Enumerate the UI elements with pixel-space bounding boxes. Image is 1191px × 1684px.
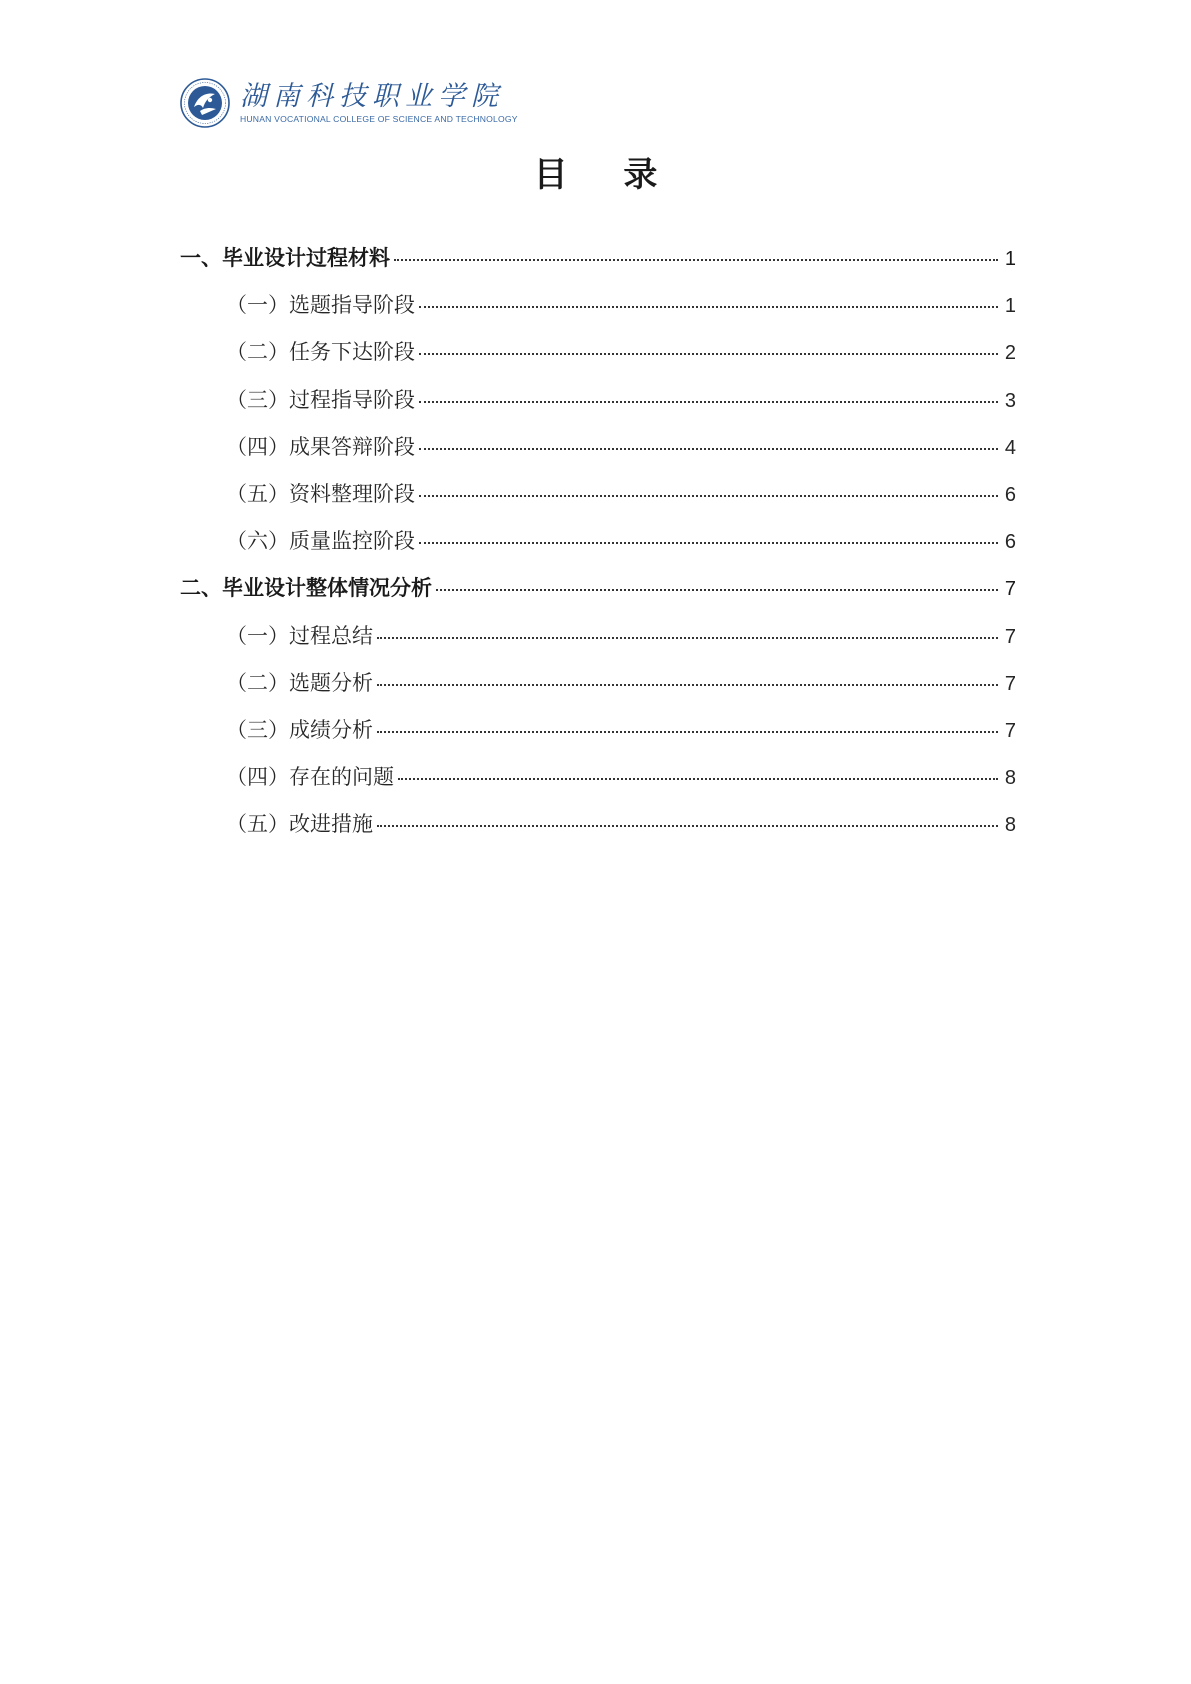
toc-entry[interactable]: [180, 572, 1016, 619]
college-name-en: HUNAN VOCATIONAL COLLEGE OF SCIENCE AND TECHNOLOGY: [240, 113, 518, 124]
college-name-cn: 湖南科技职业学院: [240, 80, 504, 112]
toc-entry-title: （五）改进措施: [226, 812, 373, 837]
toc-entry[interactable]: [180, 808, 1016, 855]
college-name: [240, 82, 518, 125]
toc-dot-leader: [377, 731, 998, 733]
toc-entry-title: （三）过程指导阶段: [226, 387, 415, 412]
toc-entry-page-number: 2: [1004, 342, 1016, 365]
toc-entry[interactable]: [180, 620, 1016, 667]
toc-dot-leader: [419, 306, 998, 308]
toc-dot-leader: [419, 542, 998, 544]
toc-entry[interactable]: [180, 384, 1016, 431]
toc-entry-title: （四）存在的问题: [226, 765, 394, 790]
toc-entry-title: （三）成绩分析: [226, 717, 373, 742]
toc-entry-page-number: 7: [1004, 625, 1016, 648]
toc-entry-title: （一）过程总结: [226, 623, 373, 648]
toc-entry-title: （四）成果答辩阶段: [226, 434, 415, 459]
toc-dot-leader: [419, 495, 998, 497]
toc-entry-page-number: 6: [1004, 531, 1016, 554]
toc-entry[interactable]: [180, 478, 1016, 525]
toc-entry[interactable]: [180, 714, 1016, 761]
college-emblem-icon: [180, 78, 230, 128]
toc-entry-title: 一、毕业设计过程材料: [180, 246, 390, 270]
toc-entry-page-number: 1: [1004, 248, 1016, 270]
toc-entry-title: （二）选题分析: [226, 670, 373, 695]
toc-entry-title: （一）选题指导阶段: [226, 293, 415, 318]
toc-dot-leader: [419, 401, 998, 403]
toc-entry-title: （二）任务下达阶段: [226, 340, 415, 365]
toc-entry[interactable]: [180, 289, 1016, 336]
toc-entry-page-number: 7: [1004, 719, 1016, 742]
toc-entry-title: （五）资料整理阶段: [226, 481, 415, 506]
toc-entry-page-number: 8: [1004, 767, 1016, 790]
toc-entry-page-number: 8: [1004, 814, 1016, 837]
toc-dot-leader: [394, 259, 998, 261]
toc-dot-leader: [436, 589, 998, 591]
toc-entry-title: 二、毕业设计整体情况分析: [180, 576, 432, 601]
toc-entry[interactable]: [180, 431, 1016, 478]
toc-entry[interactable]: [180, 667, 1016, 714]
toc-dot-leader: [377, 684, 998, 686]
toc-entry-page-number: 1: [1004, 295, 1016, 318]
toc-entry-page-number: 7: [1004, 578, 1016, 601]
toc-entry[interactable]: [180, 242, 1016, 289]
toc-dot-leader: [398, 778, 998, 780]
college-header: [180, 76, 518, 130]
toc-dot-leader: [377, 825, 998, 827]
toc-entry-page-number: 6: [1004, 483, 1016, 506]
toc-entry[interactable]: [180, 761, 1016, 808]
page-title: 目 录: [533, 155, 680, 195]
toc-dot-leader: [419, 448, 998, 450]
toc-entry-title: （六）质量监控阶段: [226, 529, 415, 554]
toc-entry-page-number: 7: [1004, 672, 1016, 695]
toc-entry[interactable]: [180, 336, 1016, 383]
toc-dot-leader: [419, 353, 998, 355]
table-of-contents: [180, 242, 1016, 855]
toc-entry-page-number: 4: [1004, 436, 1016, 459]
toc-entry-page-number: 3: [1004, 389, 1016, 412]
toc-dot-leader: [377, 637, 998, 639]
toc-entry[interactable]: [180, 525, 1016, 572]
